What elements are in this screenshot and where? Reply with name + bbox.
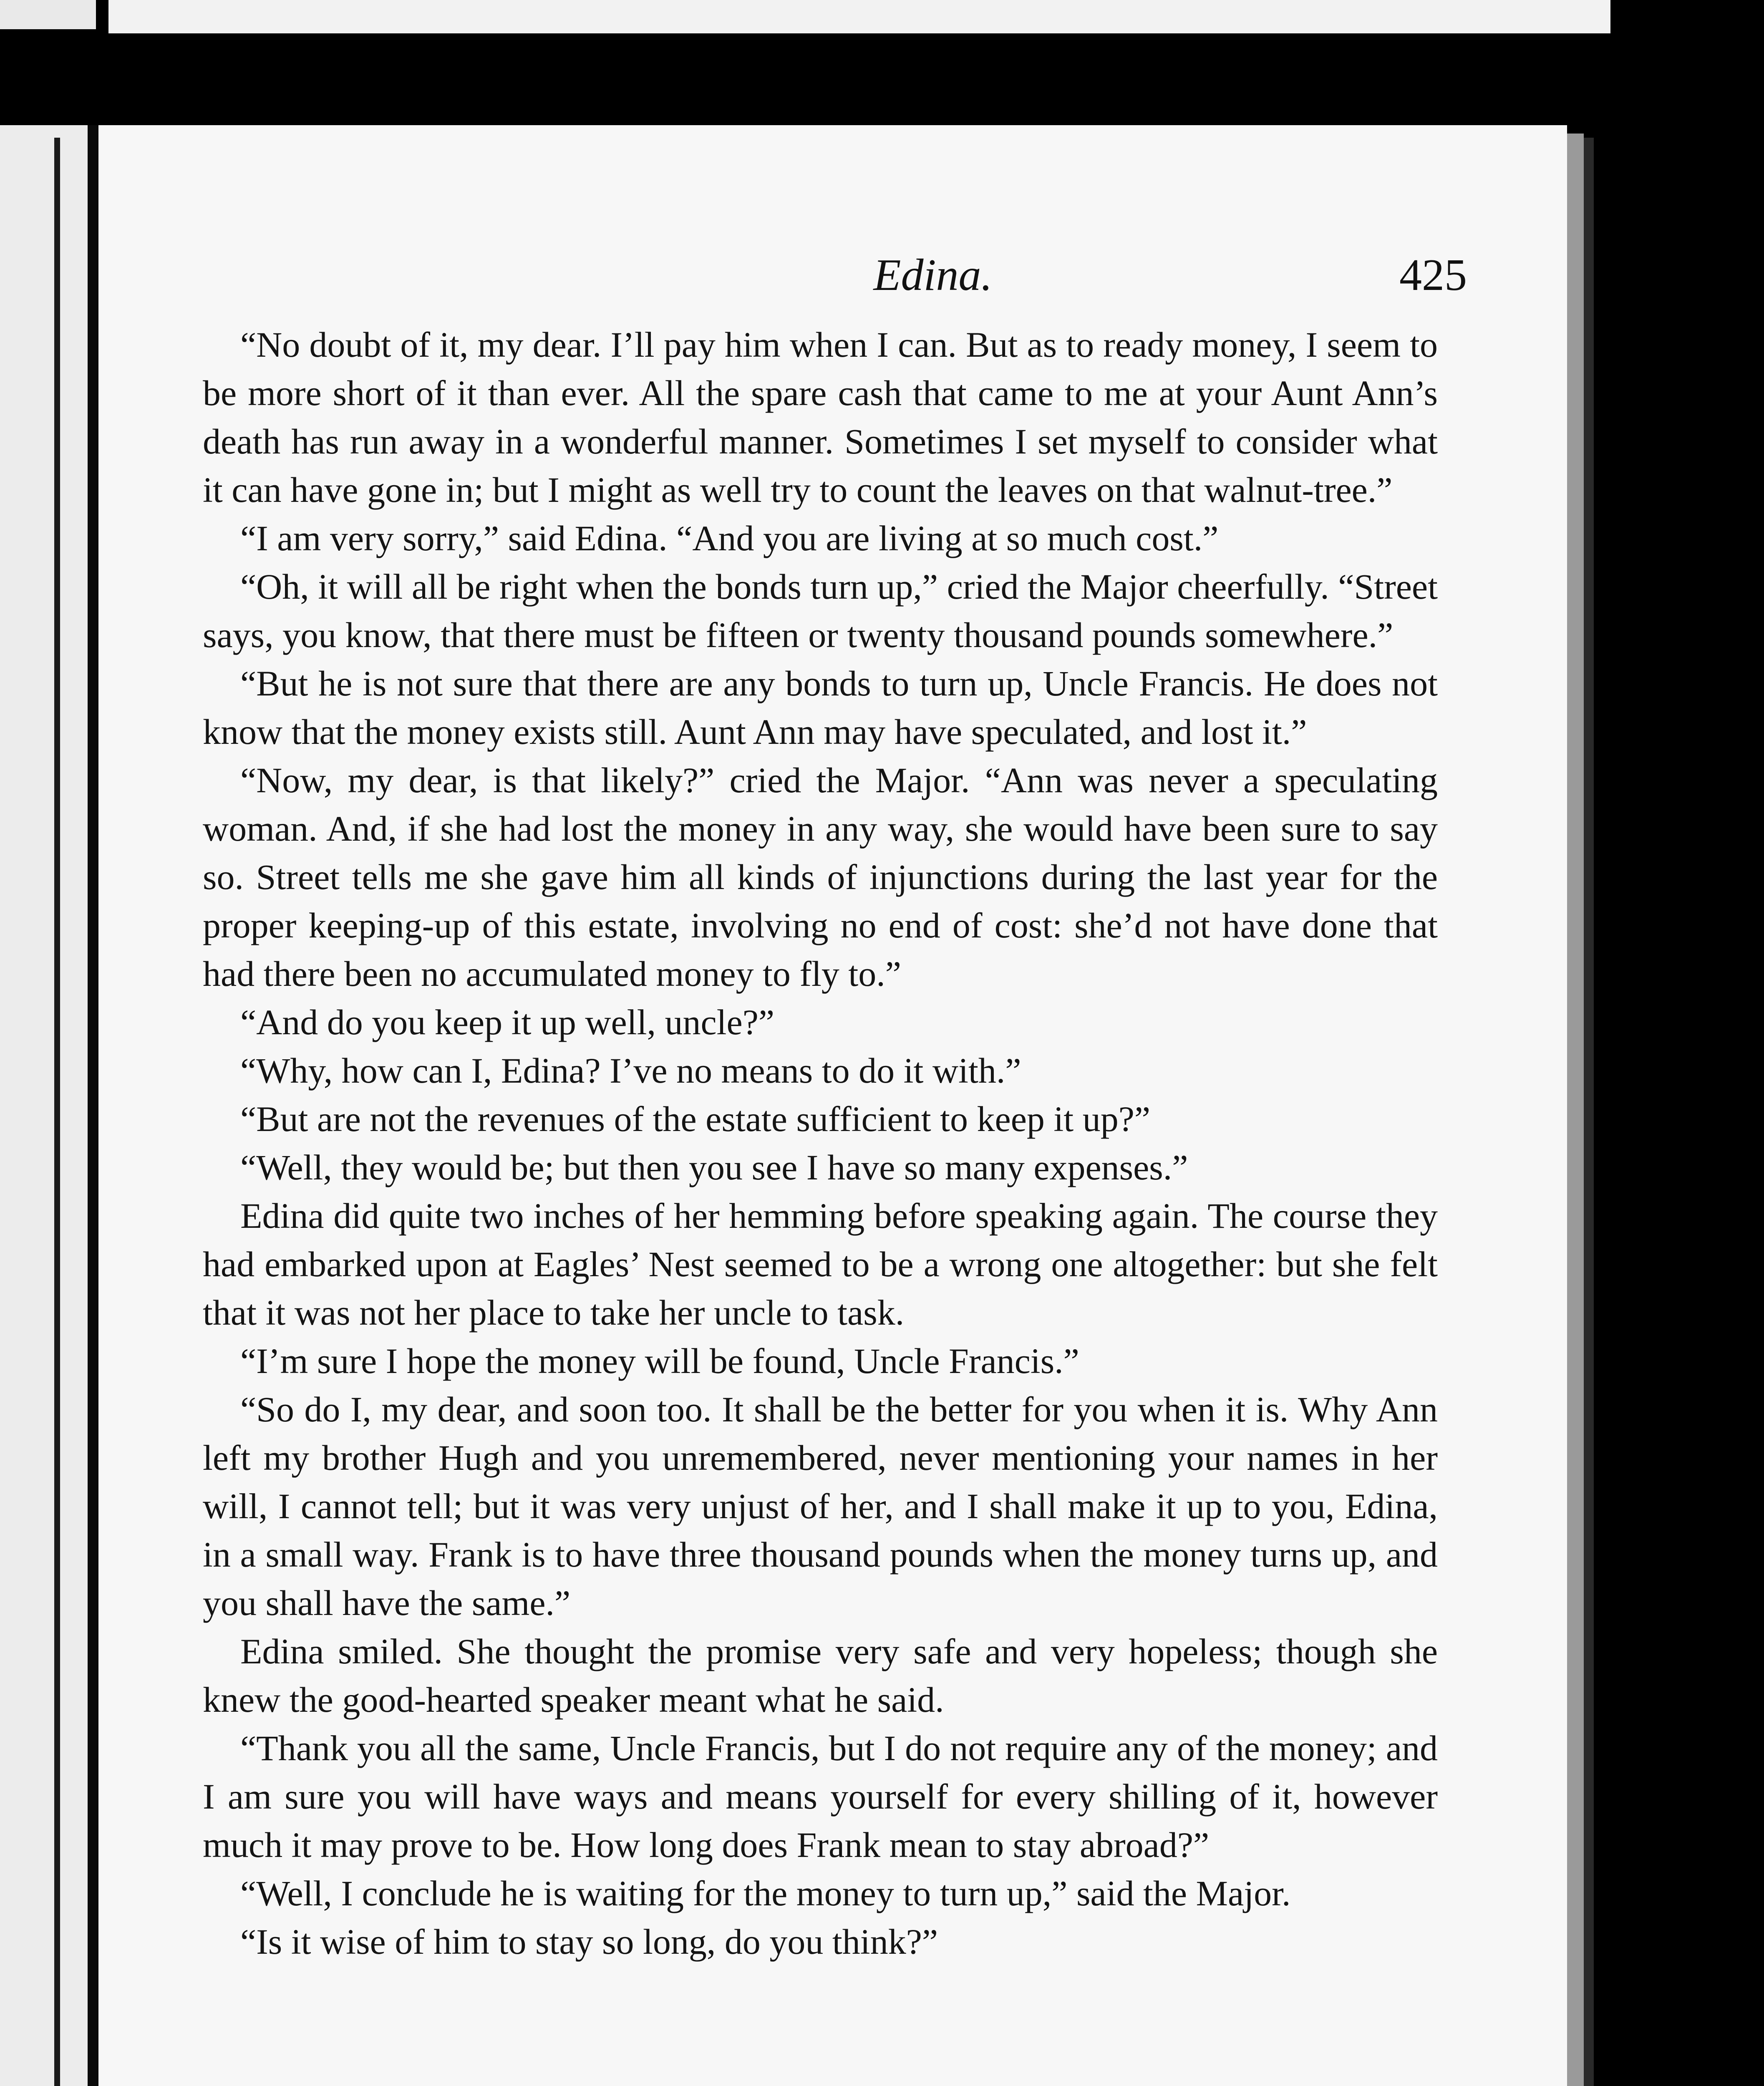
paragraph: “And do you keep it up well, uncle?” (240, 1002, 775, 1042)
right-page-shadow (1584, 138, 1594, 2086)
paragraph: “Now, my dear, is that likely?” cried the Major. “Ann was never a speculating woman. And, if she had lost the money in any way, she would have been sure to say so. Street tells me she gave him all kinds of injunctions during the last year for the proper keeping-up of this estate, involving no end of cost: she’d not have done that had there been no accumulated money to fly to.” (203, 760, 1438, 994)
paragraph: “No doubt of it, my dear. I’ll pay him when I can. But as to ready money, I seem to be more short of it than ever. All the spare cash that came to me at your Aunt Ann’s death has run away in a wonderful manner. Sometimes I set myself to consider what it can have gone in; but I might as well try to count the leaves on that walnut-tree.” (203, 325, 1438, 510)
page-number: 425 (1399, 250, 1467, 300)
previous-page-edge (108, 0, 1610, 33)
paragraph: “Is it wise of him to stay so long, do you think?” (240, 1922, 938, 1962)
gutter-shadow (88, 125, 98, 2086)
paragraph: “But are not the revenues of the estate sufficient to keep it up?” (240, 1099, 1151, 1139)
right-page-edge (1567, 134, 1584, 2086)
paragraph: “I am very sorry,” said Edina. “And you are living at so much cost.” (240, 518, 1219, 558)
previous-page-edge-left (0, 0, 96, 29)
left-page-stack-shadow (54, 138, 60, 2086)
running-title: Edina. (873, 250, 993, 300)
paragraph: “Why, how can I, Edina? I’ve no means to do it with.” (240, 1051, 1021, 1091)
paragraph: “Oh, it will all be right when the bonds turn up,” cried the Major cheerfully. “Street says, you know, that there must be fifteen or twenty thousand pounds somewhere.” (203, 567, 1438, 655)
paragraph: “Thank you all the same, Uncle Francis, but I do not require any of the money; and I am sure you will have ways and means yourself for every shilling of it, however much it may prove to be. How long does Frank mean to stay abroad?” (203, 1728, 1438, 1865)
page-header (98, 244, 1567, 307)
body-text (203, 320, 1438, 1966)
paragraph: Edina did quite two inches of her hemming before speaking again. The course they had embarked upon at Eagles’ Nest seemed to be a wrong one altogether: but she felt that it was not her place to take her uncle to task. (203, 1196, 1438, 1333)
paragraph: “But he is not sure that there are any bonds to turn up, Uncle Francis. He does not know that the money exists still. Aunt Ann may have speculated, and lost it.” (203, 663, 1438, 752)
paragraph: “Well, they would be; but then you see I have so many expenses.” (240, 1147, 1188, 1187)
left-page-stack (0, 125, 88, 2086)
paragraph: Edina smiled. She thought the promise very safe and very hopeless; though she knew the good-hearted speaker meant what he said. (203, 1631, 1438, 1720)
paragraph: “So do I, my dear, and soon too. It shall be the better for you when it is. Why Ann left my brother Hugh and you unremembered, never mentioning your names in her will, I cannot tell; but it was very unjust of her, and I shall make it up to you, Edina, in a small way. Frank is to have three thousand pounds when the money turns up, and you shall have the same.” (203, 1389, 1438, 1623)
paragraph: “I’m sure I hope the money will be found, Uncle Francis.” (240, 1341, 1079, 1381)
paragraph: “Well, I conclude he is waiting for the money to turn up,” said the Major. (240, 1873, 1291, 1913)
